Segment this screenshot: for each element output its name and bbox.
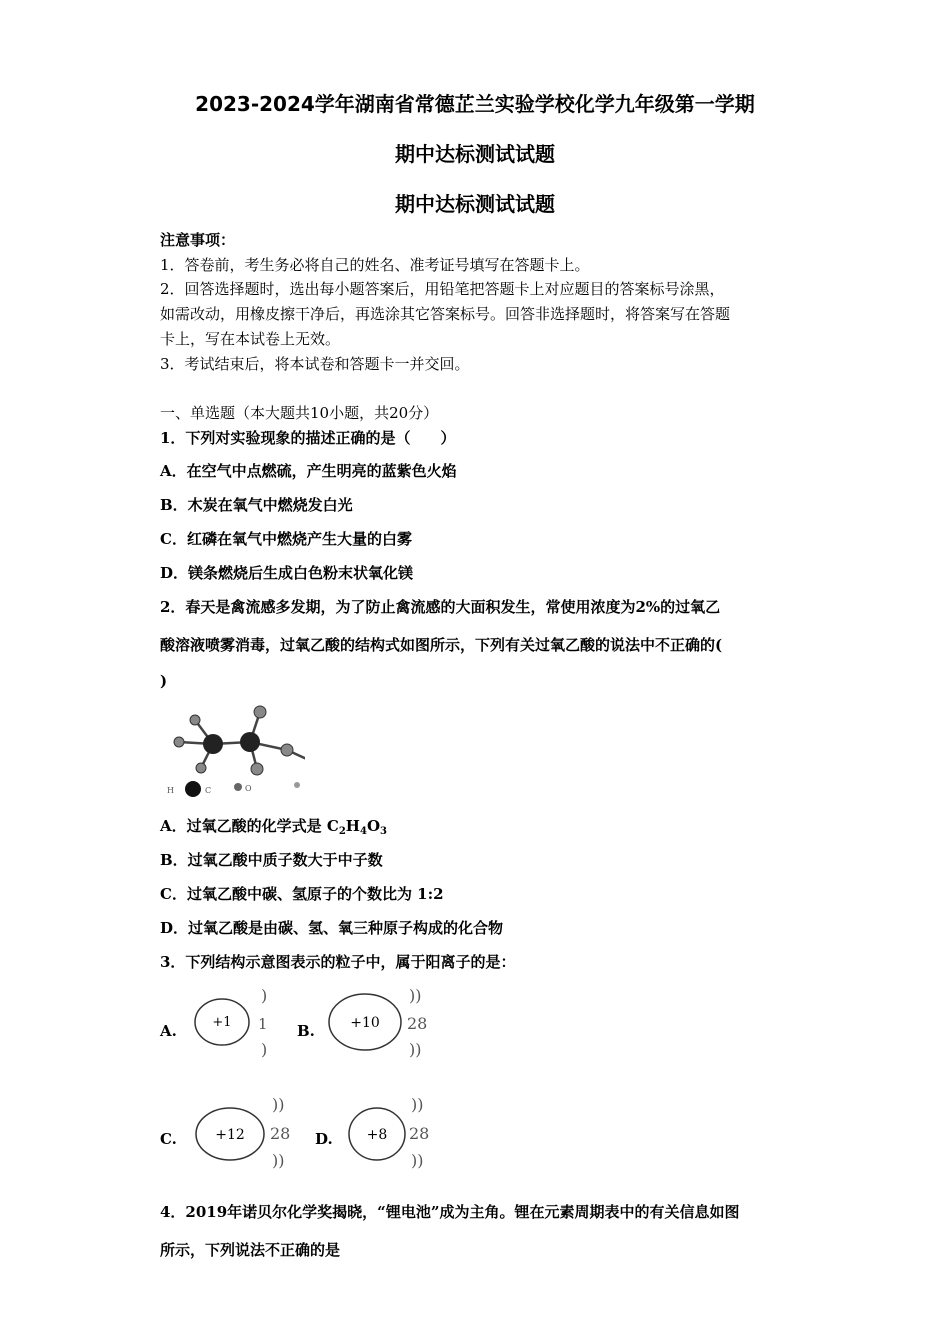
q2-option-c: C．过氧乙酸中碳、氢原子的个数比为 1:2 xyxy=(160,885,444,903)
oxygen-atom xyxy=(251,763,263,775)
nucleus-charge: +1 xyxy=(212,1015,232,1030)
svg-text:)): )) xyxy=(272,1151,285,1170)
q4-stem-line-1: 4．2019年诺贝尔化学奖揭晓，“锂电池”成为主角。锂在元素周期表中的有关信息如图 xyxy=(160,1203,740,1221)
q3-option-c-diagram xyxy=(190,1093,310,1173)
legend-carbon-label: C xyxy=(205,786,212,795)
notice-item-2-line-2: 如需改动，用橡皮擦干净后，再选涂其它答案标号。回答非选择题时，将答案写在答题 xyxy=(160,305,731,323)
nucleus-charge: +10 xyxy=(350,1015,380,1031)
electron-count: 28 xyxy=(407,1014,428,1033)
nucleus-charge: +12 xyxy=(215,1127,245,1143)
q3-option-c-label: C. xyxy=(160,1130,177,1148)
peracetic-acid-structure-figure xyxy=(165,702,305,802)
legend-oxygen-label: O xyxy=(245,784,252,793)
q1-stem: 1．下列对实验现象的描述正确的是（ ） xyxy=(160,429,456,447)
svg-text:): ) xyxy=(261,1040,268,1059)
q2-option-b: B．过氧乙酸中质子数大于中子数 xyxy=(160,851,383,869)
svg-text:)): )) xyxy=(409,986,422,1005)
q2-option-d: D．过氧乙酸是由碳、氢、氧三种原子构成的化合物 xyxy=(160,919,504,937)
legend-carbon-icon xyxy=(185,781,201,797)
svg-text:)): )) xyxy=(409,1040,422,1059)
q2-stem-line-3: ) xyxy=(160,672,168,690)
electron-count: 28 xyxy=(409,1124,430,1143)
q4-stem-line-2: 所示，下列说法不正确的是 xyxy=(160,1241,341,1259)
notice-heading: 注意事项： xyxy=(160,231,236,249)
q3-stem: 3．下列结构示意图表示的粒子中，属于阳离子的是： xyxy=(160,953,516,971)
q2-option-a: A．过氧乙酸的化学式是 $C_2H_4O_3$ xyxy=(160,817,387,837)
notice-item-1: 1．答卷前，考生务必将自己的姓名、准考证号填写在答题卡上。 xyxy=(160,256,590,274)
section-heading: 一、单选题（本大题共10小题，共20分） xyxy=(160,404,439,422)
q3-option-b-diagram xyxy=(325,985,445,1065)
q3-option-b-label: B. xyxy=(297,1022,315,1040)
svg-text:)): )) xyxy=(411,1095,424,1114)
svg-text:)): )) xyxy=(411,1151,424,1170)
carbon-atom xyxy=(203,734,223,754)
svg-text:)): )) xyxy=(272,1095,285,1114)
q3-option-d-diagram xyxy=(345,1093,445,1173)
oxygen-atom xyxy=(281,744,293,756)
q1-option-d: D．镁条燃烧后生成白色粉末状氧化镁 xyxy=(160,564,414,582)
svg-text:): ) xyxy=(261,986,268,1005)
notice-item-2-line-3: 卡上，写在本试卷上无效。 xyxy=(160,330,341,348)
q3-option-d-label: D. xyxy=(315,1130,333,1148)
q1-option-b: B．木炭在氧气中燃烧发白光 xyxy=(160,496,353,514)
page-title: 2023-2024学年湖南省常德芷兰实验学校化学九年级第一学期 xyxy=(195,92,755,116)
notice-item-2-line-1: 2．回答选择题时，选出每小题答案后，用铅笔把答题卡上对应题目的答案标号涂黑， xyxy=(160,280,725,298)
q1-option-c: C．红磷在氧气中燃烧产生大量的白雾 xyxy=(160,530,412,548)
legend-hydrogen-icon xyxy=(294,782,300,788)
page-subtitle: 期中达标测试试题 xyxy=(395,142,555,166)
q2-stem-line-1: 2．春天是禽流感多发期，为了防止禽流感的大面积发生，常使用浓度为2%的过氧乙 xyxy=(160,598,721,616)
electron-count: 28 xyxy=(270,1124,291,1143)
legend-oxygen-icon xyxy=(234,783,242,791)
hydrogen-atom xyxy=(190,715,200,725)
q3-option-a-diagram xyxy=(185,985,285,1065)
carbon-atom xyxy=(240,732,260,752)
q1-option-a: A．在空气中点燃硫，产生明亮的蓝紫色火焰 xyxy=(160,462,457,480)
nucleus-charge: +8 xyxy=(366,1127,388,1143)
hydrogen-atom xyxy=(174,737,184,747)
legend-hydrogen-label: H xyxy=(167,786,174,795)
electron-count: 1 xyxy=(258,1015,268,1033)
notice-item-3: 3．考试结束后，将本试卷和答题卡一并交回。 xyxy=(160,355,470,373)
page-subtitle-repeat: 期中达标测试试题 xyxy=(395,192,555,216)
q3-option-a-label: A. xyxy=(160,1022,177,1040)
q2-stem-line-2: 酸溶液喷雾消毒，过氧乙酸的结构式如图所示，下列有关过氧乙酸的说法中不正确的( xyxy=(160,636,723,654)
oxygen-atom xyxy=(254,706,266,718)
hydrogen-atom xyxy=(196,763,206,773)
